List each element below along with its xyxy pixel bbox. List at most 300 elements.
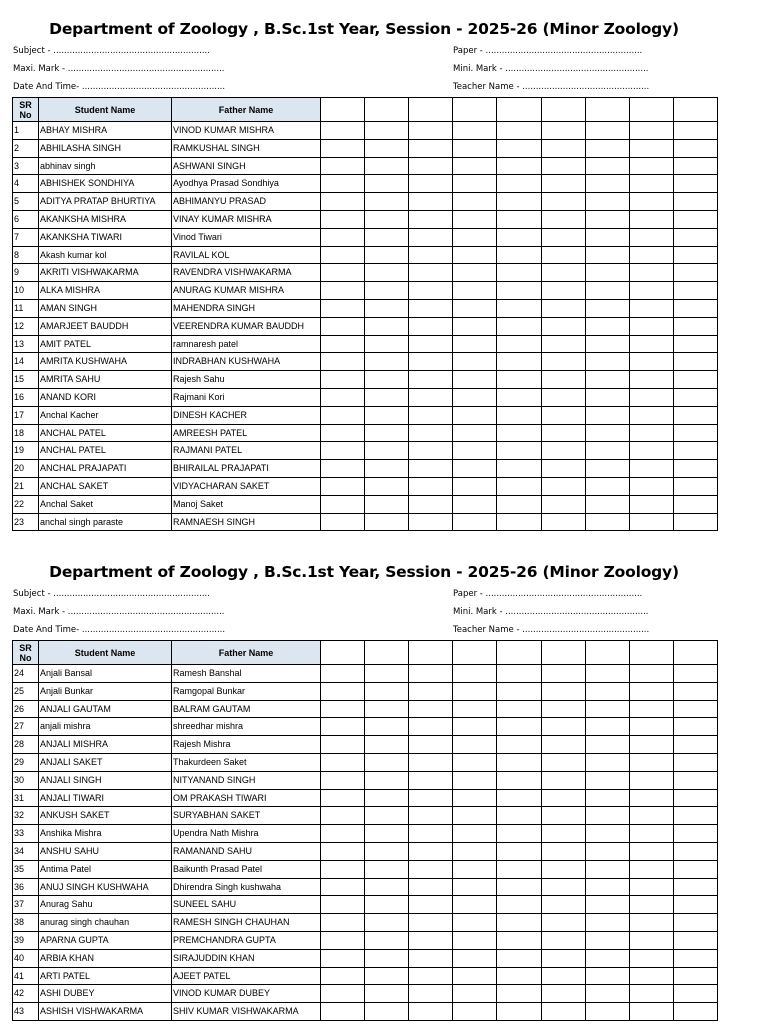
attendance-cell[interactable]: [673, 210, 717, 228]
attendance-cell[interactable]: [629, 753, 673, 771]
attendance-cell[interactable]: [409, 228, 453, 246]
attendance-cell[interactable]: [629, 896, 673, 914]
attendance-cell[interactable]: [321, 388, 365, 406]
attendance-cell[interactable]: [453, 860, 497, 878]
attendance-cell[interactable]: [541, 139, 585, 157]
attendance-cell[interactable]: [453, 513, 497, 531]
attendance-cell[interactable]: [365, 157, 409, 175]
attendance-cell[interactable]: [321, 718, 365, 736]
attendance-cell[interactable]: [585, 931, 629, 949]
attendance-cell[interactable]: [321, 157, 365, 175]
attendance-cell[interactable]: [365, 264, 409, 282]
attendance-cell[interactable]: [629, 175, 673, 193]
attendance-cell[interactable]: [365, 495, 409, 513]
attendance-cell[interactable]: [321, 477, 365, 495]
attendance-cell[interactable]: [453, 157, 497, 175]
attendance-cell[interactable]: [585, 1003, 629, 1021]
attendance-cell[interactable]: [409, 246, 453, 264]
attendance-cell[interactable]: [453, 1003, 497, 1021]
attendance-cell[interactable]: [673, 122, 717, 140]
attendance-cell[interactable]: [321, 682, 365, 700]
attendance-cell[interactable]: [541, 682, 585, 700]
attendance-cell[interactable]: [321, 967, 365, 985]
attendance-cell[interactable]: [453, 246, 497, 264]
attendance-cell[interactable]: [541, 807, 585, 825]
attendance-cell[interactable]: [585, 228, 629, 246]
attendance-cell[interactable]: [541, 299, 585, 317]
attendance-cell[interactable]: [365, 896, 409, 914]
attendance-cell[interactable]: [541, 371, 585, 389]
attendance-cell[interactable]: [673, 807, 717, 825]
attendance-cell[interactable]: [541, 264, 585, 282]
attendance-cell[interactable]: [365, 442, 409, 460]
attendance-cell[interactable]: [321, 246, 365, 264]
attendance-cell[interactable]: [673, 771, 717, 789]
attendance-cell[interactable]: [409, 424, 453, 442]
attendance-cell[interactable]: [321, 175, 365, 193]
attendance-cell[interactable]: [497, 1003, 541, 1021]
attendance-cell[interactable]: [409, 282, 453, 300]
attendance-cell[interactable]: [453, 264, 497, 282]
attendance-cell[interactable]: [365, 175, 409, 193]
attendance-cell[interactable]: [673, 424, 717, 442]
attendance-cell[interactable]: [321, 424, 365, 442]
attendance-cell[interactable]: [365, 842, 409, 860]
attendance-cell[interactable]: [541, 878, 585, 896]
attendance-cell[interactable]: [541, 210, 585, 228]
attendance-cell[interactable]: [629, 210, 673, 228]
attendance-cell[interactable]: [585, 665, 629, 683]
attendance-cell[interactable]: [541, 193, 585, 211]
attendance-cell[interactable]: [673, 753, 717, 771]
attendance-cell[interactable]: [409, 914, 453, 932]
attendance-cell[interactable]: [629, 665, 673, 683]
attendance-cell[interactable]: [497, 477, 541, 495]
attendance-cell[interactable]: [585, 406, 629, 424]
attendance-cell[interactable]: [365, 477, 409, 495]
attendance-cell[interactable]: [321, 317, 365, 335]
attendance-cell[interactable]: [409, 388, 453, 406]
attendance-cell[interactable]: [497, 139, 541, 157]
attendance-cell[interactable]: [321, 949, 365, 967]
attendance-cell[interactable]: [541, 282, 585, 300]
attendance-cell[interactable]: [453, 807, 497, 825]
attendance-cell[interactable]: [365, 860, 409, 878]
attendance-cell[interactable]: [453, 299, 497, 317]
attendance-cell[interactable]: [585, 736, 629, 754]
attendance-cell[interactable]: [585, 753, 629, 771]
attendance-cell[interactable]: [585, 246, 629, 264]
attendance-cell[interactable]: [497, 771, 541, 789]
attendance-cell[interactable]: [409, 931, 453, 949]
attendance-cell[interactable]: [673, 914, 717, 932]
attendance-cell[interactable]: [497, 264, 541, 282]
attendance-cell[interactable]: [585, 860, 629, 878]
attendance-cell[interactable]: [585, 442, 629, 460]
attendance-cell[interactable]: [541, 175, 585, 193]
attendance-cell[interactable]: [673, 335, 717, 353]
attendance-cell[interactable]: [497, 246, 541, 264]
attendance-cell[interactable]: [673, 860, 717, 878]
attendance-cell[interactable]: [409, 700, 453, 718]
attendance-cell[interactable]: [541, 424, 585, 442]
attendance-cell[interactable]: [673, 406, 717, 424]
attendance-cell[interactable]: [541, 122, 585, 140]
attendance-cell[interactable]: [497, 949, 541, 967]
attendance-cell[interactable]: [497, 175, 541, 193]
attendance-cell[interactable]: [409, 139, 453, 157]
attendance-cell[interactable]: [673, 388, 717, 406]
attendance-cell[interactable]: [321, 807, 365, 825]
attendance-cell[interactable]: [453, 949, 497, 967]
attendance-cell[interactable]: [321, 228, 365, 246]
attendance-cell[interactable]: [497, 122, 541, 140]
attendance-cell[interactable]: [365, 700, 409, 718]
attendance-cell[interactable]: [541, 789, 585, 807]
attendance-cell[interactable]: [453, 122, 497, 140]
attendance-cell[interactable]: [453, 193, 497, 211]
attendance-cell[interactable]: [541, 896, 585, 914]
attendance-cell[interactable]: [409, 753, 453, 771]
attendance-cell[interactable]: [629, 460, 673, 478]
attendance-cell[interactable]: [585, 949, 629, 967]
attendance-cell[interactable]: [321, 264, 365, 282]
attendance-cell[interactable]: [629, 424, 673, 442]
attendance-cell[interactable]: [453, 406, 497, 424]
attendance-cell[interactable]: [409, 299, 453, 317]
attendance-cell[interactable]: [365, 878, 409, 896]
attendance-cell[interactable]: [497, 335, 541, 353]
attendance-cell[interactable]: [453, 175, 497, 193]
attendance-cell[interactable]: [541, 353, 585, 371]
attendance-cell[interactable]: [409, 460, 453, 478]
attendance-cell[interactable]: [409, 335, 453, 353]
attendance-cell[interactable]: [365, 406, 409, 424]
attendance-cell[interactable]: [629, 700, 673, 718]
attendance-cell[interactable]: [629, 442, 673, 460]
attendance-cell[interactable]: [629, 931, 673, 949]
attendance-cell[interactable]: [585, 513, 629, 531]
attendance-cell[interactable]: [585, 157, 629, 175]
attendance-cell[interactable]: [541, 914, 585, 932]
attendance-cell[interactable]: [497, 317, 541, 335]
attendance-cell[interactable]: [321, 914, 365, 932]
attendance-cell[interactable]: [585, 477, 629, 495]
attendance-cell[interactable]: [673, 665, 717, 683]
attendance-cell[interactable]: [365, 139, 409, 157]
attendance-cell[interactable]: [365, 682, 409, 700]
attendance-cell[interactable]: [497, 967, 541, 985]
attendance-cell[interactable]: [409, 353, 453, 371]
attendance-cell[interactable]: [409, 122, 453, 140]
attendance-cell[interactable]: [321, 335, 365, 353]
attendance-cell[interactable]: [585, 282, 629, 300]
attendance-cell[interactable]: [497, 807, 541, 825]
attendance-cell[interactable]: [541, 842, 585, 860]
attendance-cell[interactable]: [673, 931, 717, 949]
attendance-cell[interactable]: [585, 807, 629, 825]
attendance-cell[interactable]: [365, 246, 409, 264]
attendance-cell[interactable]: [497, 424, 541, 442]
attendance-cell[interactable]: [673, 139, 717, 157]
attendance-cell[interactable]: [497, 442, 541, 460]
attendance-cell[interactable]: [497, 460, 541, 478]
attendance-cell[interactable]: [541, 949, 585, 967]
attendance-cell[interactable]: [541, 665, 585, 683]
attendance-cell[interactable]: [541, 157, 585, 175]
attendance-cell[interactable]: [365, 771, 409, 789]
attendance-cell[interactable]: [321, 896, 365, 914]
attendance-cell[interactable]: [365, 122, 409, 140]
attendance-cell[interactable]: [541, 228, 585, 246]
attendance-cell[interactable]: [585, 175, 629, 193]
attendance-cell[interactable]: [453, 985, 497, 1003]
attendance-cell[interactable]: [673, 718, 717, 736]
attendance-cell[interactable]: [541, 736, 585, 754]
attendance-cell[interactable]: [541, 860, 585, 878]
attendance-cell[interactable]: [409, 842, 453, 860]
attendance-cell[interactable]: [365, 949, 409, 967]
attendance-cell[interactable]: [321, 193, 365, 211]
attendance-cell[interactable]: [629, 406, 673, 424]
attendance-cell[interactable]: [453, 442, 497, 460]
attendance-cell[interactable]: [541, 442, 585, 460]
attendance-cell[interactable]: [541, 406, 585, 424]
attendance-cell[interactable]: [629, 842, 673, 860]
attendance-cell[interactable]: [365, 193, 409, 211]
attendance-cell[interactable]: [365, 299, 409, 317]
attendance-cell[interactable]: [629, 388, 673, 406]
attendance-cell[interactable]: [409, 878, 453, 896]
attendance-cell[interactable]: [585, 896, 629, 914]
attendance-cell[interactable]: [541, 1003, 585, 1021]
attendance-cell[interactable]: [497, 736, 541, 754]
attendance-cell[interactable]: [409, 442, 453, 460]
attendance-cell[interactable]: [409, 210, 453, 228]
attendance-cell[interactable]: [321, 931, 365, 949]
attendance-cell[interactable]: [497, 860, 541, 878]
attendance-cell[interactable]: [453, 460, 497, 478]
attendance-cell[interactable]: [409, 1003, 453, 1021]
attendance-cell[interactable]: [585, 789, 629, 807]
attendance-cell[interactable]: [673, 228, 717, 246]
attendance-cell[interactable]: [629, 682, 673, 700]
attendance-cell[interactable]: [497, 388, 541, 406]
attendance-cell[interactable]: [585, 335, 629, 353]
attendance-cell[interactable]: [321, 753, 365, 771]
attendance-cell[interactable]: [321, 495, 365, 513]
attendance-cell[interactable]: [541, 967, 585, 985]
attendance-cell[interactable]: [497, 371, 541, 389]
attendance-cell[interactable]: [629, 736, 673, 754]
attendance-cell[interactable]: [365, 317, 409, 335]
attendance-cell[interactable]: [629, 228, 673, 246]
attendance-cell[interactable]: [541, 477, 585, 495]
attendance-cell[interactable]: [453, 353, 497, 371]
attendance-cell[interactable]: [673, 825, 717, 843]
attendance-cell[interactable]: [629, 335, 673, 353]
attendance-cell[interactable]: [541, 335, 585, 353]
attendance-cell[interactable]: [673, 442, 717, 460]
attendance-cell[interactable]: [673, 495, 717, 513]
attendance-cell[interactable]: [365, 460, 409, 478]
attendance-cell[interactable]: [629, 878, 673, 896]
attendance-cell[interactable]: [497, 228, 541, 246]
attendance-cell[interactable]: [321, 513, 365, 531]
attendance-cell[interactable]: [409, 495, 453, 513]
attendance-cell[interactable]: [673, 896, 717, 914]
attendance-cell[interactable]: [321, 825, 365, 843]
attendance-cell[interactable]: [453, 718, 497, 736]
attendance-cell[interactable]: [453, 139, 497, 157]
attendance-cell[interactable]: [629, 771, 673, 789]
attendance-cell[interactable]: [629, 193, 673, 211]
attendance-cell[interactable]: [629, 967, 673, 985]
attendance-cell[interactable]: [453, 495, 497, 513]
attendance-cell[interactable]: [585, 682, 629, 700]
attendance-cell[interactable]: [497, 985, 541, 1003]
attendance-cell[interactable]: [497, 299, 541, 317]
attendance-cell[interactable]: [497, 700, 541, 718]
attendance-cell[interactable]: [673, 299, 717, 317]
attendance-cell[interactable]: [497, 825, 541, 843]
attendance-cell[interactable]: [585, 122, 629, 140]
attendance-cell[interactable]: [321, 210, 365, 228]
attendance-cell[interactable]: [629, 789, 673, 807]
attendance-cell[interactable]: [409, 949, 453, 967]
attendance-cell[interactable]: [453, 371, 497, 389]
attendance-cell[interactable]: [365, 914, 409, 932]
attendance-cell[interactable]: [365, 388, 409, 406]
attendance-cell[interactable]: [585, 771, 629, 789]
attendance-cell[interactable]: [541, 985, 585, 1003]
attendance-cell[interactable]: [585, 967, 629, 985]
attendance-cell[interactable]: [629, 1003, 673, 1021]
attendance-cell[interactable]: [497, 282, 541, 300]
attendance-cell[interactable]: [497, 495, 541, 513]
attendance-cell[interactable]: [409, 771, 453, 789]
attendance-cell[interactable]: [585, 424, 629, 442]
attendance-cell[interactable]: [321, 736, 365, 754]
attendance-cell[interactable]: [585, 388, 629, 406]
attendance-cell[interactable]: [409, 513, 453, 531]
attendance-cell[interactable]: [409, 317, 453, 335]
attendance-cell[interactable]: [629, 513, 673, 531]
attendance-cell[interactable]: [453, 736, 497, 754]
attendance-cell[interactable]: [321, 282, 365, 300]
attendance-cell[interactable]: [629, 282, 673, 300]
attendance-cell[interactable]: [409, 193, 453, 211]
attendance-cell[interactable]: [585, 139, 629, 157]
attendance-cell[interactable]: [541, 718, 585, 736]
attendance-cell[interactable]: [409, 477, 453, 495]
attendance-cell[interactable]: [541, 388, 585, 406]
attendance-cell[interactable]: [673, 175, 717, 193]
attendance-cell[interactable]: [497, 878, 541, 896]
attendance-cell[interactable]: [629, 477, 673, 495]
attendance-cell[interactable]: [585, 495, 629, 513]
attendance-cell[interactable]: [409, 264, 453, 282]
attendance-cell[interactable]: [453, 896, 497, 914]
attendance-cell[interactable]: [409, 789, 453, 807]
attendance-cell[interactable]: [673, 282, 717, 300]
attendance-cell[interactable]: [409, 736, 453, 754]
attendance-cell[interactable]: [497, 896, 541, 914]
attendance-cell[interactable]: [321, 442, 365, 460]
attendance-cell[interactable]: [409, 807, 453, 825]
attendance-cell[interactable]: [629, 264, 673, 282]
attendance-cell[interactable]: [409, 967, 453, 985]
attendance-cell[interactable]: [541, 317, 585, 335]
attendance-cell[interactable]: [585, 825, 629, 843]
attendance-cell[interactable]: [629, 718, 673, 736]
attendance-cell[interactable]: [585, 264, 629, 282]
attendance-cell[interactable]: [585, 193, 629, 211]
attendance-cell[interactable]: [673, 460, 717, 478]
attendance-cell[interactable]: [673, 842, 717, 860]
attendance-cell[interactable]: [409, 157, 453, 175]
attendance-cell[interactable]: [321, 700, 365, 718]
attendance-cell[interactable]: [365, 1003, 409, 1021]
attendance-cell[interactable]: [453, 931, 497, 949]
attendance-cell[interactable]: [497, 353, 541, 371]
attendance-cell[interactable]: [673, 317, 717, 335]
attendance-cell[interactable]: [365, 718, 409, 736]
attendance-cell[interactable]: [629, 299, 673, 317]
attendance-cell[interactable]: [629, 317, 673, 335]
attendance-cell[interactable]: [453, 317, 497, 335]
attendance-cell[interactable]: [673, 477, 717, 495]
attendance-cell[interactable]: [365, 789, 409, 807]
attendance-cell[interactable]: [541, 931, 585, 949]
attendance-cell[interactable]: [629, 353, 673, 371]
attendance-cell[interactable]: [321, 878, 365, 896]
attendance-cell[interactable]: [585, 718, 629, 736]
attendance-cell[interactable]: [365, 665, 409, 683]
attendance-cell[interactable]: [453, 700, 497, 718]
attendance-cell[interactable]: [673, 1003, 717, 1021]
attendance-cell[interactable]: [365, 807, 409, 825]
attendance-cell[interactable]: [629, 914, 673, 932]
attendance-cell[interactable]: [673, 949, 717, 967]
attendance-cell[interactable]: [497, 789, 541, 807]
attendance-cell[interactable]: [409, 985, 453, 1003]
attendance-cell[interactable]: [365, 985, 409, 1003]
attendance-cell[interactable]: [629, 825, 673, 843]
attendance-cell[interactable]: [629, 371, 673, 389]
attendance-cell[interactable]: [409, 825, 453, 843]
attendance-cell[interactable]: [497, 914, 541, 932]
attendance-cell[interactable]: [321, 139, 365, 157]
attendance-cell[interactable]: [365, 424, 409, 442]
attendance-cell[interactable]: [453, 282, 497, 300]
attendance-cell[interactable]: [409, 682, 453, 700]
attendance-cell[interactable]: [365, 967, 409, 985]
attendance-cell[interactable]: [321, 371, 365, 389]
attendance-cell[interactable]: [409, 665, 453, 683]
attendance-cell[interactable]: [541, 495, 585, 513]
attendance-cell[interactable]: [321, 299, 365, 317]
attendance-cell[interactable]: [409, 406, 453, 424]
attendance-cell[interactable]: [541, 700, 585, 718]
attendance-cell[interactable]: [585, 842, 629, 860]
attendance-cell[interactable]: [365, 282, 409, 300]
attendance-cell[interactable]: [365, 513, 409, 531]
attendance-cell[interactable]: [321, 985, 365, 1003]
attendance-cell[interactable]: [497, 842, 541, 860]
attendance-cell[interactable]: [453, 335, 497, 353]
attendance-cell[interactable]: [497, 157, 541, 175]
